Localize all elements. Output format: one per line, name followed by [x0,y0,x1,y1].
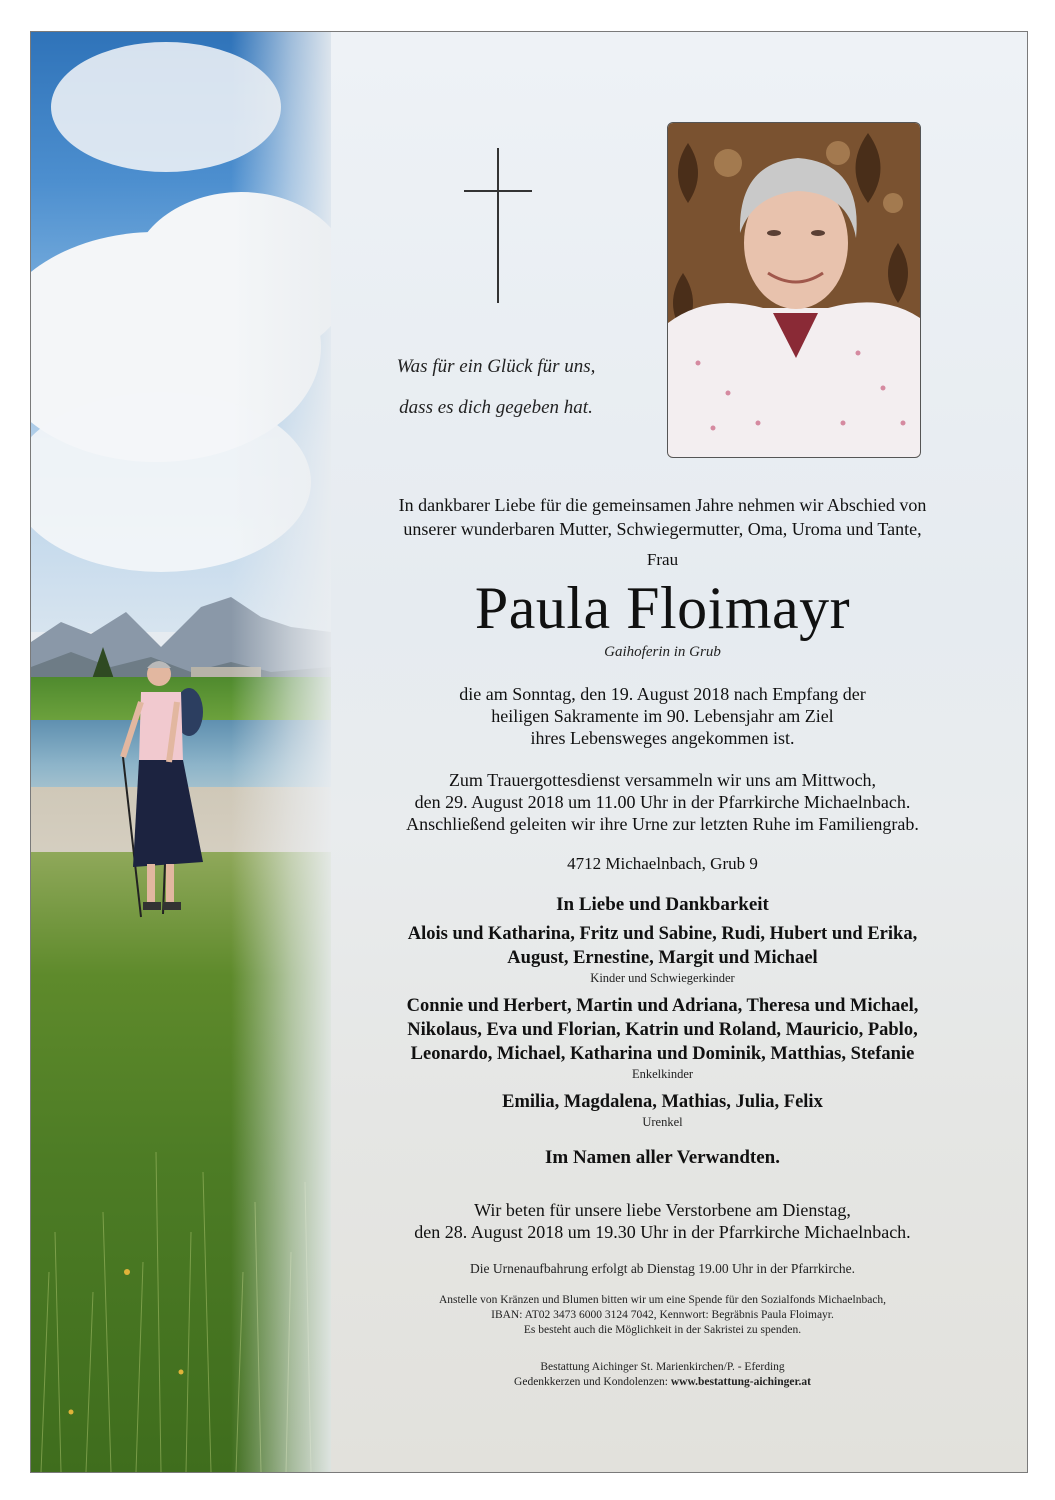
death-notice-line: ihres Lebensweges angekommen ist. [530,728,795,748]
portrait-photo [667,122,921,458]
notice-text [321,493,1004,1390]
cross-icon [464,148,532,303]
mourner-names: Leonardo, Michael, Katharina und Dominik, Matthias, Stefanie [410,1044,915,1064]
salutation: Frau [646,550,679,569]
prayer-line: Wir beten für unsere liebe Verstorbene am Dienstag, [474,1200,851,1220]
children-group [321,922,1004,986]
prayer-line: den 28. August 2018 um 19.30 Uhr in der Pfarrkirche Michaelnbach. [414,1222,911,1242]
hiker-figure [111,652,241,922]
photo-fade [231,32,331,1472]
death-notice [321,683,1004,749]
closing-line: Im Namen aller Verwandten. [544,1147,781,1168]
footer [321,1360,1004,1390]
grandchildren-group [321,994,1004,1082]
service-info [321,769,1004,835]
death-notice-line: die am Sonntag, den 19. August 2018 nach Empfang der [459,684,866,704]
death-notice-line: heiligen Sakramente im 90. Lebensjahr am Ziel [491,706,834,726]
mourner-relation: Urenkel [642,1115,683,1129]
parte-card [30,31,1028,1473]
prayer-info [321,1199,1004,1243]
mourner-relation: Enkelkinder [631,1067,694,1081]
condolences-label: Gedenkkerzen und Kondolenzen: [514,1376,668,1388]
quote [331,346,661,428]
donation-line: Es besteht auch die Möglichkeit in der Sakristei zu spenden. [523,1324,802,1336]
mourner-names: Nikolaus, Eva und Florian, Katrin und Roland, Mauricio, Pablo, [407,1020,918,1040]
quote-line: Was für ein Glück für uns, [396,356,596,377]
donation-line: Anstelle von Kränzen und Blumen bitten wir um eine Spende für den Sozialfonds Michaelnbach, [438,1294,887,1306]
great-grandchildren-group [321,1090,1004,1130]
intro-line: unserer wunderbaren Mutter, Schwiegermutter, Oma, Uroma und Tante, [403,519,922,539]
portrait-image [668,123,920,457]
donation-line: IBAN: AT02 3473 6000 3124 7042, Kennwort: Begräbnis Paula Floimayr. [491,1309,834,1321]
website-link[interactable]: www.bestattung-aichinger.at [670,1376,811,1388]
mourner-names: Emilia, Magdalena, Mathias, Julia, Felix [502,1092,823,1112]
intro-line: In dankbarer Liebe für die gemeinsamen Jahre nehmen wir Abschied von [398,495,927,515]
deceased-name: Paula Floimayr [474,575,851,641]
service-line: Zum Trauergottesdienst versammeln wir uns am Mittwoch, [448,770,877,790]
undertaker: Bestattung Aichinger St. Marienkirchen/P. - Eferding [540,1361,785,1373]
mourner-names: Alois und Katharina, Fritz und Sabine, Rudi, Hubert und Erika, [407,924,918,944]
mourner-names: August, Ernestine, Margit und Michael [507,948,818,968]
background-photo [31,32,331,1472]
service-line: den 29. August 2018 um 11.00 Uhr in der Pfarrkirche Michaelnbach. [414,792,911,812]
quote-line: dass es dich gegeben hat. [399,397,593,418]
mourner-names: Connie und Herbert, Martin und Adriana, Theresa und Michael, [406,996,919,1016]
service-line: Anschließend geleiten wir ihre Urne zur letzten Ruhe im Familiengrab. [406,814,919,834]
condolences [321,1375,1004,1390]
deceased-subtitle: Gaihoferin in Grub [604,644,721,660]
mourner-relation: Kinder und Schwiegerkinder [590,971,735,985]
address: 4712 Michaelnbach, Grub 9 [567,854,758,873]
urn-viewing: Die Urnenaufbahrung erfolgt ab Dienstag 19.00 Uhr in der Pfarrkirche. [470,1261,855,1276]
donation-info [321,1293,1004,1338]
mourners-heading: In Liebe und Dankbarkeit [556,894,769,915]
